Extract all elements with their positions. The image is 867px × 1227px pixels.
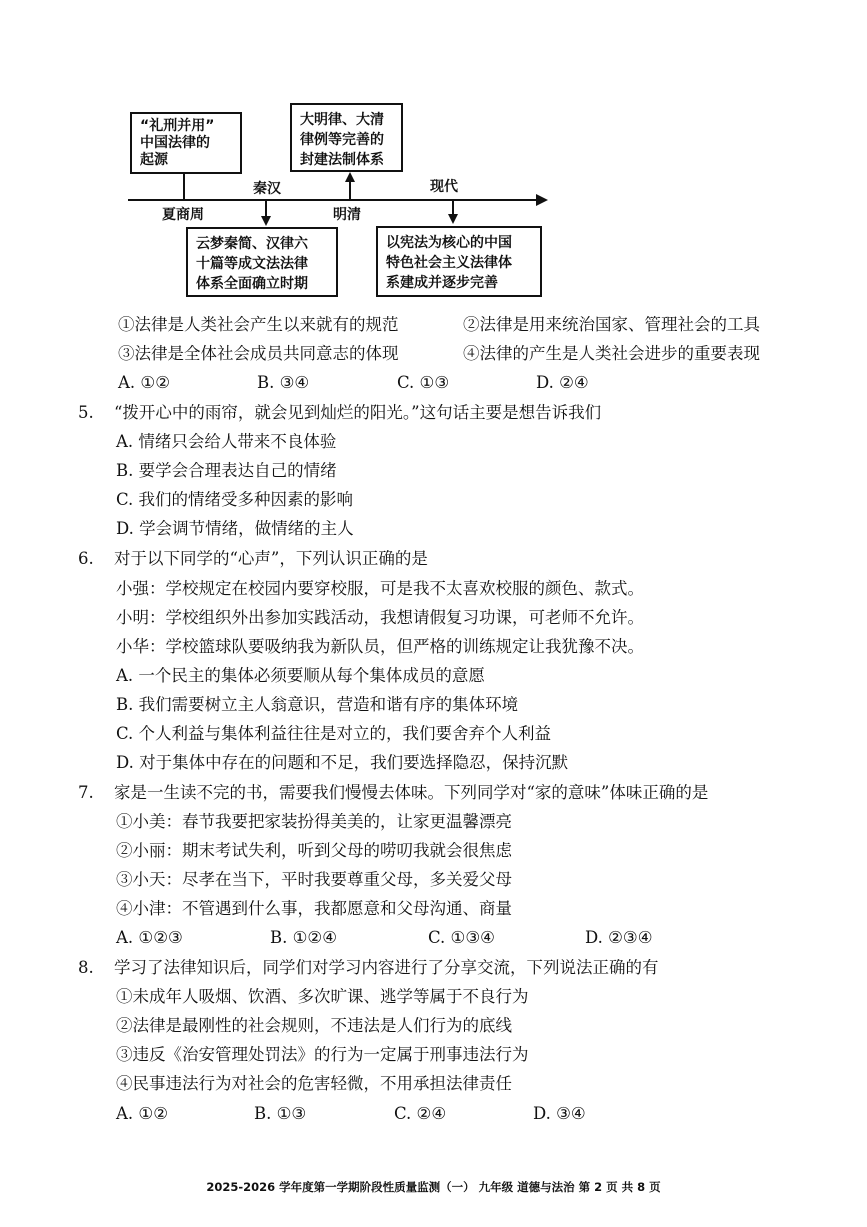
option-c[interactable]: C. ①③ [397,373,450,392]
statement: ③法律是全体社会成员共同意志的体现 [118,344,399,363]
question-stem: 家是一生读不完的书，需要我们慢慢去体味。下列同学对“家的意味”体味正确的是 [114,783,709,802]
box-line: 起源 [140,152,168,168]
statement: ④民事违法行为对社会的危害轻微，不用承担法律责任 [116,1074,512,1093]
student-voice: 小华：学校篮球队要吸纳我为新队员，但严格的训练规定让我犹豫不决。 [116,637,644,656]
option-d[interactable]: D. 学会调节情绪，做情绪的主人 [116,519,354,538]
option-b[interactable]: B. ①②④ [270,928,337,947]
page-footer: 2025-2026 学年度第一学期阶段性质量监测（一） 九年级 道德与法治 第 2 页 共 8 页 [206,1180,661,1194]
box-xia-origin [130,112,242,174]
option-a[interactable]: A. 情绪只会给人带来不良体验 [116,432,337,451]
box-line: 体系全面确立时期 [196,276,308,292]
era-label-xia-shang-zhou: 夏商周 [162,207,204,223]
box-line: 十篇等成文法法律 [196,256,308,272]
option-a[interactable]: A. 一个民主的集体必须要顺从每个集体成员的意愿 [116,666,485,685]
question-number: 8. [78,958,94,977]
question-number: 5. [78,403,94,422]
option-c[interactable]: C. ①③④ [428,928,495,947]
option-d[interactable]: D. 对于集体中存在的问题和不足，我们要选择隐忍，保持沉默 [116,753,569,772]
question-number: 6. [78,549,94,568]
box-line: 大明律、大清 [300,112,384,128]
statement: ③小天：尽孝在当下，平时我要尊重父母，多关爱父母 [116,870,512,889]
option-c[interactable]: C. 个人利益与集体利益往往是对立的，我们要舍弃个人利益 [116,724,552,743]
statement: ④法律的产生是人类社会进步的重要表现 [463,344,760,363]
box-line: 以宪法为核心的中国 [386,235,512,251]
box-line: 律例等完善的 [300,132,384,148]
question-stem: “拨开心中的雨帘，就会见到灿烂的阳光。”这句话主要是想告诉我们 [114,403,602,422]
option-d[interactable]: D. ②③④ [585,928,653,947]
box-qin-han [186,227,338,297]
box-line: 封建法制体系 [300,152,384,168]
box-ming-qing [290,103,403,172]
option-c[interactable]: C. ②④ [394,1104,447,1123]
box-line: 特色社会主义法律体 [386,255,512,271]
box-line: “礼刑并用” [140,118,215,134]
box-line: 云梦秦简、汉律六 [196,236,308,252]
statement: ①法律是人类社会产生以来就有的规范 [118,315,399,334]
option-b[interactable]: B. ③④ [257,373,310,392]
option-a[interactable]: A. ①②③ [116,928,183,947]
question-stem: 学习了法律知识后，同学们对学习内容进行了分享交流，下列说法正确的有 [114,958,659,977]
option-a[interactable]: A. ①② [116,1104,168,1123]
era-label-ming-qing: 明清 [333,207,361,223]
student-voice: 小强：学校规定在校园内要穿校服，可是我不太喜欢校服的颜色、款式。 [116,579,644,598]
box-modern [376,226,542,297]
statement: ①小美：春节我要把家装扮得美美的，让家更温馨漂亮 [116,812,512,831]
option-d[interactable]: D. ③④ [533,1104,586,1123]
option-b[interactable]: B. ①③ [254,1104,307,1123]
box-line: 系建成并逐步完善 [386,275,498,291]
statement: ②法律是最刚性的社会规则，不违法是人们行为的底线 [116,1016,512,1035]
option-d[interactable]: D. ②④ [536,373,589,392]
option-a[interactable]: A. ①② [118,373,170,392]
box-line: 中国法律的 [140,135,210,151]
statement: ②法律是用来统治国家、管理社会的工具 [463,315,760,334]
question-number: 7. [78,783,94,802]
statement: ④小津：不管遇到什么事，我都愿意和父母沟通、商量 [116,899,512,918]
option-c[interactable]: C. 我们的情绪受多种因素的影响 [116,490,354,509]
option-b[interactable]: B. 我们需要树立主人翁意识，营造和谐有序的集体环境 [116,695,519,714]
question-stem: 对于以下同学的“心声”，下列认识正确的是 [114,549,428,568]
statement: ②小丽：期末考试失利，听到父母的唠叨我就会很焦虑 [116,841,512,860]
era-label-qin-han: 秦汉 [253,181,281,197]
statement: ③违反《治安管理处罚法》的行为一定属于刑事违法行为 [116,1045,529,1064]
student-voice: 小明：学校组织外出参加实践活动，我想请假复习功课，可老师不允许。 [116,608,644,627]
option-b[interactable]: B. 要学会合理表达自己的情绪 [116,461,337,480]
statement: ①未成年人吸烟、饮酒、多次旷课、逃学等属于不良行为 [116,987,529,1006]
era-label-modern: 现代 [430,179,458,195]
